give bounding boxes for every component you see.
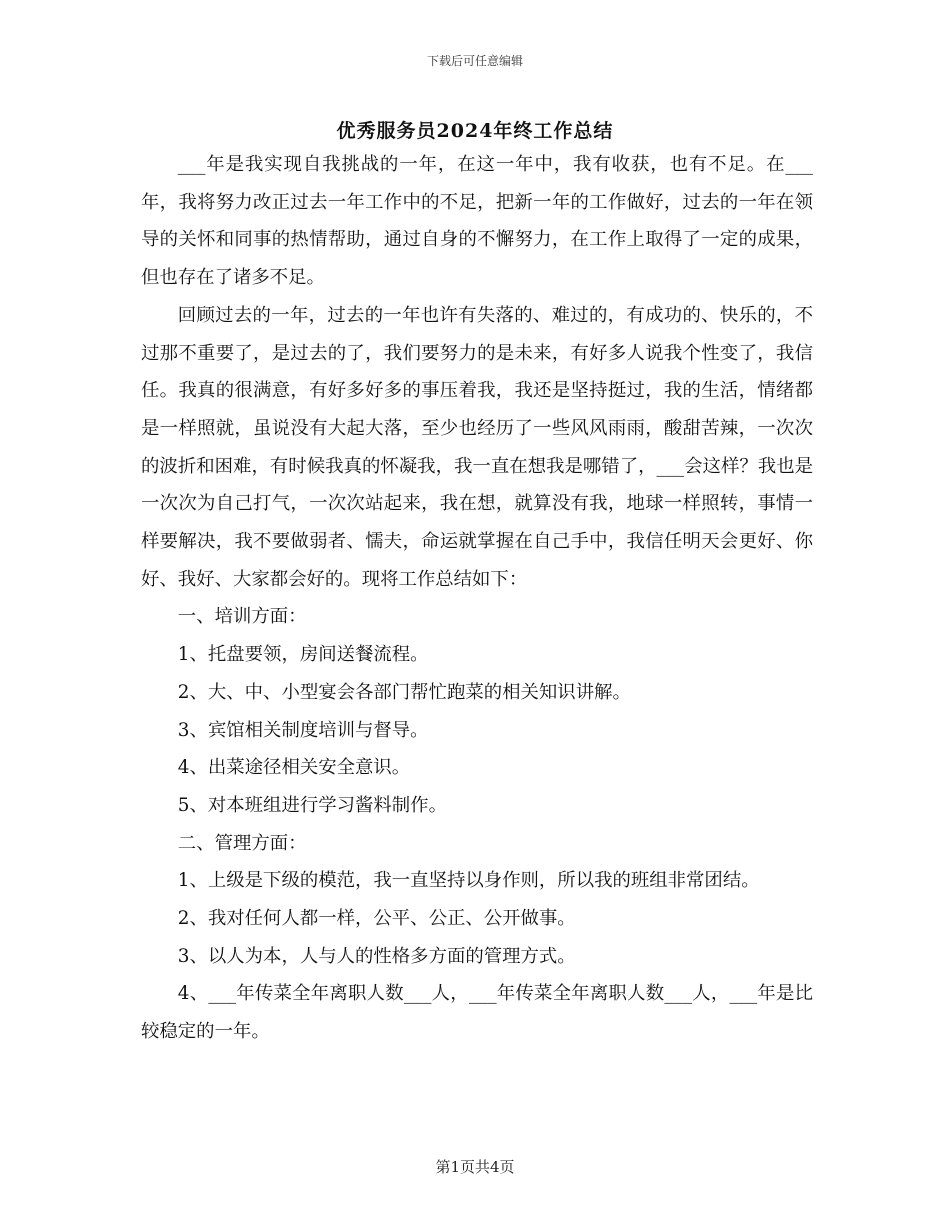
list-item: 4、出菜途径相关安全意识。 xyxy=(177,757,411,779)
section-heading: 一、培训方面： xyxy=(177,606,307,628)
list-item: 5、对本班组进行学习酱料制作。 xyxy=(177,794,447,816)
list-item: 2、大、中、小型宴会各部门帮忙跑菜的相关知识讲解。 xyxy=(177,681,631,703)
page-number: 第1页共4页 xyxy=(435,1158,515,1176)
list-item: 2、我对任何人都一样，公平、公正、公开做事。 xyxy=(177,908,576,930)
paragraph: 回顾过去的一年，过去的一年也许有失落的、难过的，有成功的、快乐的，不过那不重要了，是过去的了，我们要努力的是未来，有好多人说我个性变了，我信任。我真的很满意，有好多好多的事压着我，我还是坚持挺过，我的生活，情绪都是一样照就，虽说没有大起大落，至少也经历了一些风风雨雨，酸甜苦辣，一次次的波折和困难，有时候我真的怀凝我，我一直在想我是哪错了，___会这样？我也是一次次为自己打气，一次次站起来，我在想，就算没有我，地球一样照转，事情一样要解决，我不要做弱者、懦夫，命运就掌握在自己手中，我信任明天会更好、你好、我好、大家都会好的。现将工作总结如下： xyxy=(141,304,813,590)
list-item: 3、以人为本，人与人的性格多方面的管理方式。 xyxy=(177,945,576,967)
section-heading: 二、管理方面： xyxy=(177,832,307,854)
paragraph: ___年是我实现自我挑战的一年，在这一年中，我有收获，也有不足。在___年，我将努力改正过去一年工作中的不足，把新一年的工作做好，过去的一年在领导的关怀和同事的热情帮助，通过自身的不懈努力，在工作上取得了一定的成果，但也存在了诸多不足。 xyxy=(141,154,813,289)
list-item: 4、___年传菜全年离职人数___人，___年传菜全年离职人数___人，___年是比较稳定的一年。 xyxy=(141,983,813,1043)
list-item: 1、上级是下级的模范，我一直坚持以身作则，所以我的班组非常团结。 xyxy=(177,870,760,892)
download-note: 下载后可任意编辑 xyxy=(426,54,523,68)
document-body xyxy=(141,146,813,1051)
list-item: 3、宾馆相关制度培训与督导。 xyxy=(177,719,429,741)
list-item: 1、托盘要领，房间送餐流程。 xyxy=(177,644,429,666)
document-title: 优秀服务员2024年终工作总结 xyxy=(336,120,614,142)
